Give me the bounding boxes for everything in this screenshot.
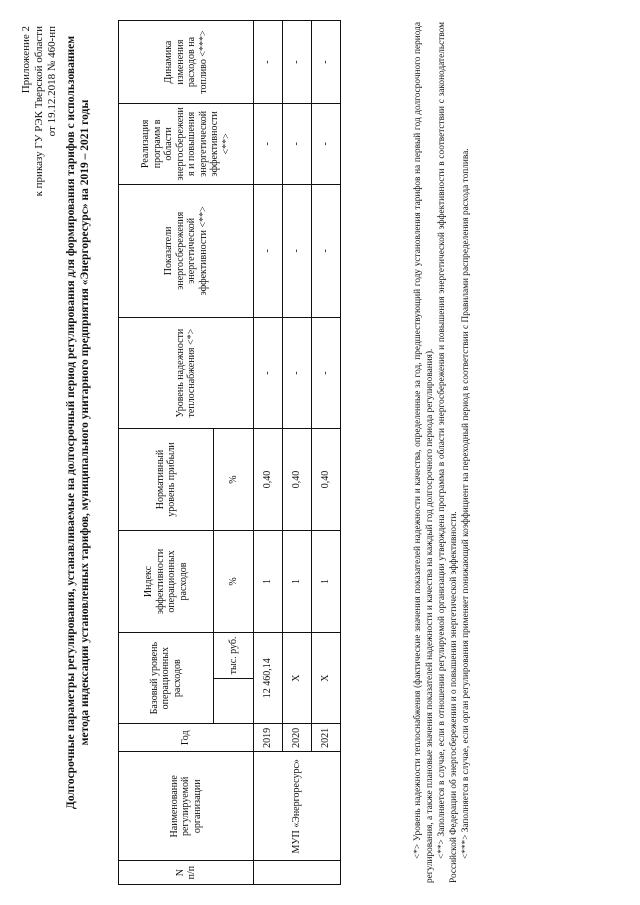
footnote-reliability: <*> Уровень надежности теплоснабжения (фактические значения показателей надежности и качества, определенные за год, предшествующий году установления тарифов на первый год долгосрочного периода регулирования, а также плановые значения показателей надежности и качества на каждый год долгосрочного периода регулирования). [413, 22, 435, 883]
base-cell: Х [312, 633, 341, 724]
footnote-energy: <**> Заполняется в случае, если в отношении регулируемой организации утверждена программа в области энергосбережения и повышения энергетической эффективности в соответствии с законодательством Российской Федерации об энергосбережении и о повышении энергетической эффективности. [437, 22, 459, 883]
header-row [119, 21, 214, 885]
header-num: N п/п [119, 861, 254, 885]
table-row [254, 21, 283, 885]
header-fuel: Динамика изменения расходов на топливо <***> [119, 21, 254, 104]
header-reliability: Уровень надежности теплоснабжения <*> [119, 318, 254, 429]
document-title [64, 30, 92, 815]
profit-cell: 0,40 [254, 429, 283, 531]
year-cell: 2021 [312, 724, 341, 752]
footnotes [412, 22, 472, 883]
index-cell: 1 [312, 530, 341, 632]
units-base-spacer [214, 678, 254, 724]
appendix-date: от 19.12.2018 № 460-нп [46, 26, 58, 137]
base-cell: 12 460,14 [254, 633, 283, 724]
appendix-header [20, 26, 59, 196]
programs-cell: - [283, 104, 312, 185]
row-number-cell [254, 861, 341, 885]
organization-name: МУП «Энергоресурс» [254, 752, 341, 861]
energy-indicators-cell: - [283, 184, 312, 318]
title-line-2: метода индексации установленных тарифов, муниципального унитарного предприятия «Энергоресурс» на 2019 – 2021 годы [79, 99, 91, 746]
footnote-fuel: <***> Заполняется в случае, если орган регулирования применяет понижающий коэффициент на переходный период в соответствии с Правилами распределения расхода топлива. [461, 148, 471, 859]
reliability-cell: - [283, 318, 312, 429]
header-year: Год [119, 724, 254, 752]
reliability-cell: - [254, 318, 283, 429]
header-index: Индекс эффективности операционных расходов [119, 530, 214, 632]
header-base: Базовый уровень операционных расходов [119, 633, 214, 724]
year-cell: 2020 [283, 724, 312, 752]
index-cell: 1 [254, 530, 283, 632]
units-index: % [214, 530, 254, 632]
header-programs: Реализация программ в области энергосбережени я и повышения энергетической эффективности <**> [119, 104, 254, 185]
fuel-cell: - [254, 21, 283, 104]
header-profit: Нормативный уровень прибыли [119, 429, 214, 531]
energy-indicators-cell: - [254, 184, 283, 318]
programs-cell: - [312, 104, 341, 185]
programs-cell: - [254, 104, 283, 185]
energy-indicators-cell: - [312, 184, 341, 318]
index-cell: 1 [283, 530, 312, 632]
units-profit: % [214, 429, 254, 531]
fuel-cell: - [312, 21, 341, 104]
profit-cell: 0,40 [312, 429, 341, 531]
parameters-table [118, 20, 341, 885]
header-org: Наименование регулируемой организации [119, 752, 254, 861]
profit-cell: 0,40 [283, 429, 312, 531]
base-cell: Х [283, 633, 312, 724]
appendix-number: Приложение 2 [20, 26, 32, 94]
header-energy-indicators: Показатели энергосбережения энергетической эффективности <**> [119, 184, 254, 318]
appendix-order: к приказу ГУ РЭК Тверской области [33, 26, 45, 197]
year-cell: 2019 [254, 724, 283, 752]
units-base: тыс. руб. [214, 633, 254, 679]
title-line-1: Долгосрочные параметры регулирования, устанавливаемые на долгосрочный период регулирования для формирования тарифов с использованием [65, 35, 77, 810]
fuel-cell: - [283, 21, 312, 104]
reliability-cell: - [312, 318, 341, 429]
